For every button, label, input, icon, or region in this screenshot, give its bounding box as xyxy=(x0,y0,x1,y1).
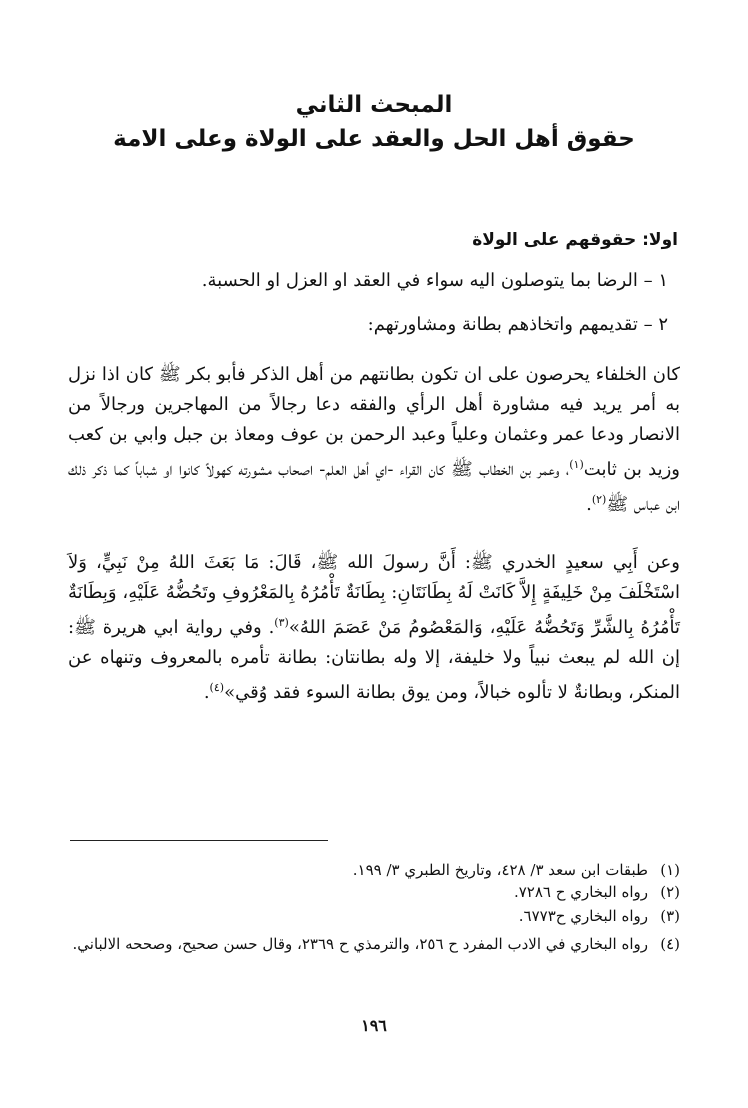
footnote-divider xyxy=(70,840,328,841)
footnote-2-text: رواه البخاري ح ٧٢٨٦. xyxy=(513,883,648,901)
paragraph-1-text-a: كان الخلفاء يحرصون على ان تكون بطانتهم من أهل الذكر فأبو بكر ﷺ كان اذا نزل به أمر يريد فيه مشاورة أهل الرأي والفقه دعا رجالاً من المهاجرين ورجالاً من الانصار ودعا عمر وعثمان وعلياً وعبد الرحمن بن عوف ومعاذ بن جبل وابي بن كعب وزيد بن ثابت xyxy=(68,364,680,480)
paragraph-2-text-a: وعن أَبِي سعيدٍ الخدري ﷺ: أَنَّ رسولَ الله ﷺ، قَالَ: مَا بَعَثَ اللهُ مِنْ نَبِيٍّ، وَلاَ اسْتَخْلَفَ مِنْ خَلِيفَةٍ إِلاَّ كَانَتْ لَهُ بِطَانَتَانِ: بِطَانَةٌ تَأْمُرُهُ بِالمَعْرُوفِ وتَحُضُّهُ عَلَيْهِ، وَبِطَانَةٌ تَأْمُرُهُ بِالشَّرِّ وَتَحُضُّهُ عَلَيْهِ، وَالمَعْصُومُ مَنْ عَصَمَ اللهُ» xyxy=(68,552,680,638)
footnote-3 xyxy=(68,904,680,928)
footnote-2-number: (٢) xyxy=(660,883,680,901)
footnote-3-text: رواه البخاري ح٦٧٧٣. xyxy=(518,907,648,925)
footnote-4-number: (٤) xyxy=(660,935,680,953)
chapter-subheading: حقوق أهل الحل والعقد على الولاة وعلى الامة xyxy=(113,126,635,152)
footnote-2 xyxy=(68,880,680,904)
footnote-ref-1[interactable]: (١) xyxy=(569,458,584,471)
paragraph-1-text-b: ، وعمر بن الخطاب ﷺ كان القراء -اي أهل العلم- اصحاب مشورته كهولاً كانوا او شباباً كما ذكر ذلك ابن عباس ﷺ xyxy=(68,459,680,515)
footnote-ref-3[interactable]: (٣) xyxy=(274,616,289,629)
footnote-ref-4[interactable]: (٤) xyxy=(209,681,225,694)
page-number: ١٩٦ xyxy=(361,1016,387,1035)
footnote-1-text: طبقات ابن سعد ٣/ ٤٢٨، وتاريخ الطبري ٣/ ١٩٩. xyxy=(352,861,648,879)
paragraph-2 xyxy=(68,548,680,708)
footnote-1 xyxy=(68,858,680,882)
paragraph-2-text-b: . وفي رواية ابي هريرة ﷺ: إن الله لم يبعث نبياً ولا خليفة، إلا وله بطانتان: بطانة تأمره بالمعروف وتنهاه عن المنكر، وبطانةٌ لا تألوه خبالاً، ومن يوق بطانة السوء فقد وُقي» xyxy=(68,617,680,703)
list-item-2: ٢ – تقديمهم واتخاذهم بطانة ومشاورتهم: xyxy=(367,314,668,335)
footnote-4-text: رواه البخاري في الادب المفرد ح ٢٥٦، والترمذي ح ٢٣٦٩، وقال حسن صحيح، وصححه الالباني. xyxy=(72,935,648,953)
footnote-4 xyxy=(68,932,680,956)
list-item-1: ١ – الرضا بما يتوصلون اليه سواء في العقد او العزل او الحسبة. xyxy=(201,270,668,291)
footnote-1-number: (١) xyxy=(660,861,680,879)
chapter-heading: المبحث الثاني xyxy=(295,92,453,118)
paragraph-1-text-c: . xyxy=(586,494,592,515)
footnote-3-number: (٣) xyxy=(660,907,680,925)
section-title: اولا: حقوقهم على الولاة xyxy=(472,230,678,250)
paragraph-1 xyxy=(68,360,680,520)
footnote-ref-2[interactable]: (٢) xyxy=(591,493,607,506)
paragraph-2-text-c: . xyxy=(203,682,210,703)
